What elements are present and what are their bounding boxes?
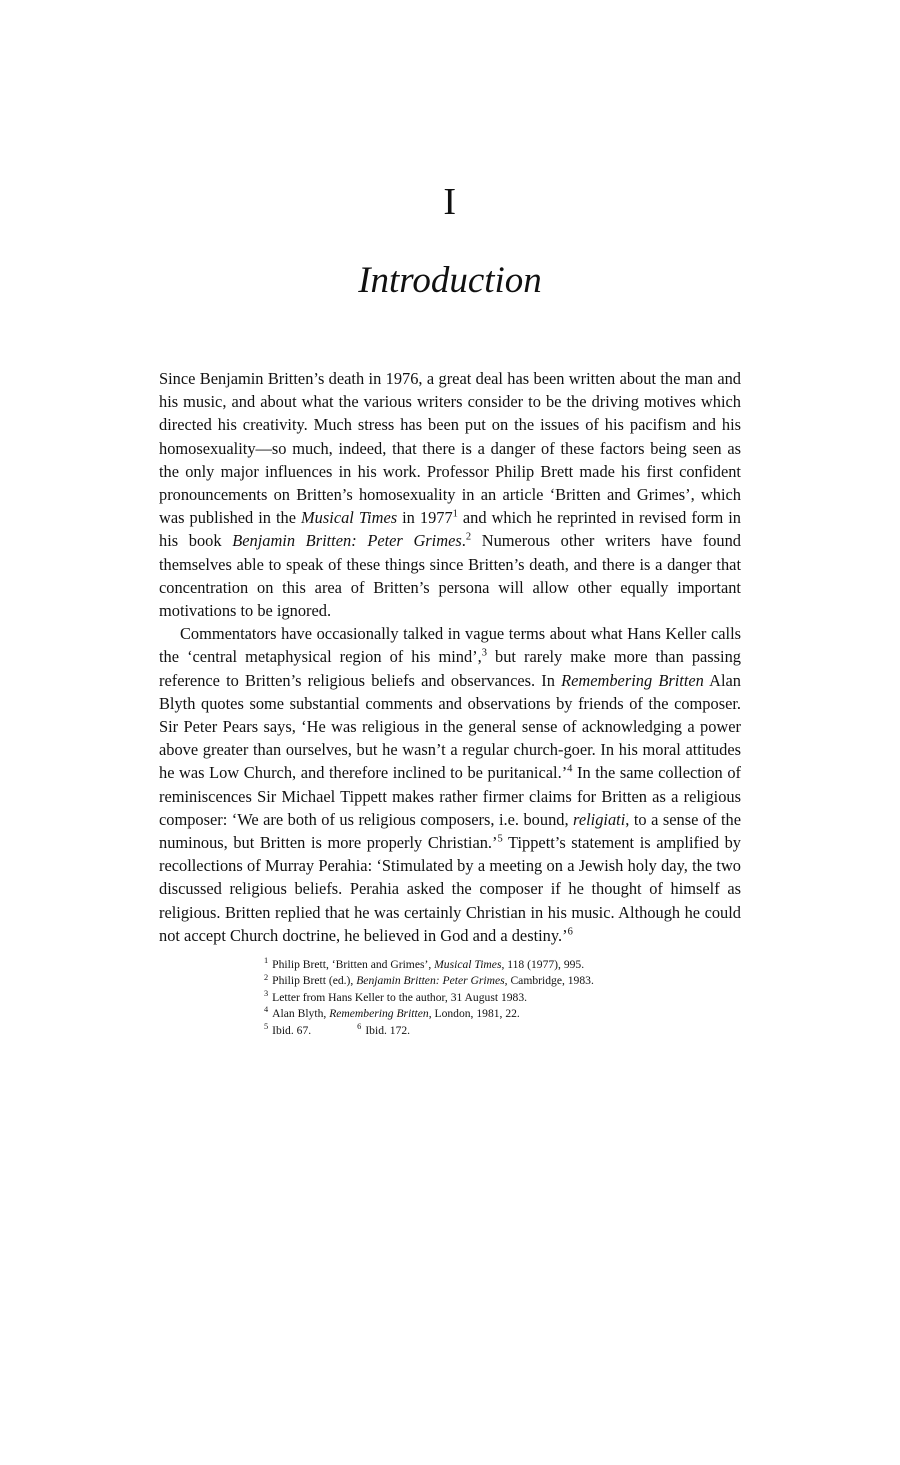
paragraph-2-italic2: religiati xyxy=(573,809,626,829)
footnote-number: 4 xyxy=(264,1005,269,1015)
paragraph-1-seg1: Since Benjamin Britten’s death in 1976, a great deal has been written about the man and his music, and about what the various writers consider to be the driving motives which directed his creativity. Much stress has been put on the issues of his pacifism and his homosexuality—so much, indeed, that there is a danger of these factors being seen as the only major influences in his work. Professor Philip Brett made his first confident pronouncements on Britten’s homosexuality in an article ‘Britten and Grimes’, which was published in the xyxy=(159,369,741,528)
paragraph-2-seg3: Alan Blyth quotes some substantial comments and observations by friends of the composer. Sir Peter Pears says, ‘He was religious in the general sense of acknowledging a power above greater than ourselves, but he wasn’t a regular church-goer. In his moral attitudes he was Low Church, and therefore inclined to be puritanical.’ xyxy=(159,670,741,783)
footnote-item xyxy=(264,1023,741,1039)
footnote-ref-3: 3 xyxy=(481,647,487,659)
paragraph-2-seg4: In the same collection of reminiscences Sir Michael Tippett makes rather firmer claims for Britten as a religious composer: ‘We are both of us religious composers, i.e. bound, xyxy=(159,763,742,829)
footnote-text-pre: Ibid. 172. xyxy=(365,1023,411,1037)
footnote-item xyxy=(264,1006,741,1022)
paragraph-1-italic2: Benjamin Britten: Peter Grimes xyxy=(232,531,462,551)
paragraph-2 xyxy=(159,622,741,947)
chapter-number: I xyxy=(443,181,457,223)
document-page xyxy=(0,183,900,1465)
footnote-ref-6: 6 xyxy=(567,926,573,938)
paragraph-1-seg4: . xyxy=(461,531,466,551)
footnote-item xyxy=(264,990,741,1006)
footnote-ref-2: 2 xyxy=(465,531,472,543)
paragraph-1-seg5: Numerous other writers have found themselves able to speak of these things since Britten’s death, and there is a danger that concentration on this area of Britten’s persona will allow other equally important motivations to be ignored. xyxy=(159,531,741,621)
paragraph-1 xyxy=(159,367,741,622)
footnotes-block xyxy=(159,957,741,1039)
footnote-item xyxy=(264,957,741,973)
paragraph-2-italic1: Remembering Britten xyxy=(561,670,704,690)
footnote-text-post: , 118 (1977), 995. xyxy=(501,958,585,972)
paragraph-1-seg3: and which he reprinted in revised form in his book xyxy=(159,508,741,551)
footnote-text-italic: Musical Times xyxy=(434,958,502,972)
footnote-text-pre: Ibid. 67. xyxy=(272,1023,312,1037)
chapter-title: Introduction xyxy=(358,260,542,301)
footnote-item xyxy=(264,973,741,989)
paragraph-2-seg1: Commentators have occasionally talked in vague terms about what Hans Keller calls the ‘central metaphysical region of his mind’, xyxy=(159,624,741,667)
footnote-text-pre: Alan Blyth, xyxy=(272,1007,330,1021)
paragraph-1-italic1: Musical Times xyxy=(301,508,398,528)
paragraph-2-seg2: but rarely make more than passing reference to Britten’s religious beliefs and observances. In xyxy=(159,647,741,690)
footnote-text-post: , Cambridge, 1983. xyxy=(504,974,594,988)
paragraph-1-seg2: in 1977 xyxy=(397,508,453,528)
footnote-number: 2 xyxy=(264,972,269,982)
footnote-number: 6 xyxy=(357,1021,362,1031)
footnote-number: 3 xyxy=(264,989,269,999)
footnote-text-italic: Benjamin Britten: Peter Grimes xyxy=(356,974,505,988)
footnote-text-post: , London, 1981, 22. xyxy=(428,1007,520,1021)
footnote-number: 5 xyxy=(264,1021,269,1031)
footnote-ref-5: 5 xyxy=(497,833,503,845)
footnote-number: 1 xyxy=(264,956,269,966)
paragraph-2-seg5: , to a sense of the numinous, but Britten is more properly Christian.’ xyxy=(159,809,741,853)
paragraph-2-seg6: Tippett’s statement is amplified by recollections of Murray Perahia: ‘Stimulated by a meeting on a Jewish holy day, the two discussed religious beliefs. Perahia asked the composer if he thought of himself as religious. Britten replied that he was certainly Christian in his music. Although he could not accept Church doctrine, he believed in God and a destiny.’ xyxy=(159,833,741,945)
footnote-text-pre: Philip Brett, ‘Britten and Grimes’, xyxy=(272,958,435,972)
footnote-ref-4: 4 xyxy=(567,763,573,775)
footnote-text-pre: Letter from Hans Keller to the author, 31 August 1983. xyxy=(272,990,528,1004)
footnote-text-pre: Philip Brett (ed.), xyxy=(272,974,357,988)
footnote-ref-1: 1 xyxy=(452,508,458,520)
body-text xyxy=(159,367,741,947)
footnote-text-italic: Remembering Britten xyxy=(329,1007,429,1021)
